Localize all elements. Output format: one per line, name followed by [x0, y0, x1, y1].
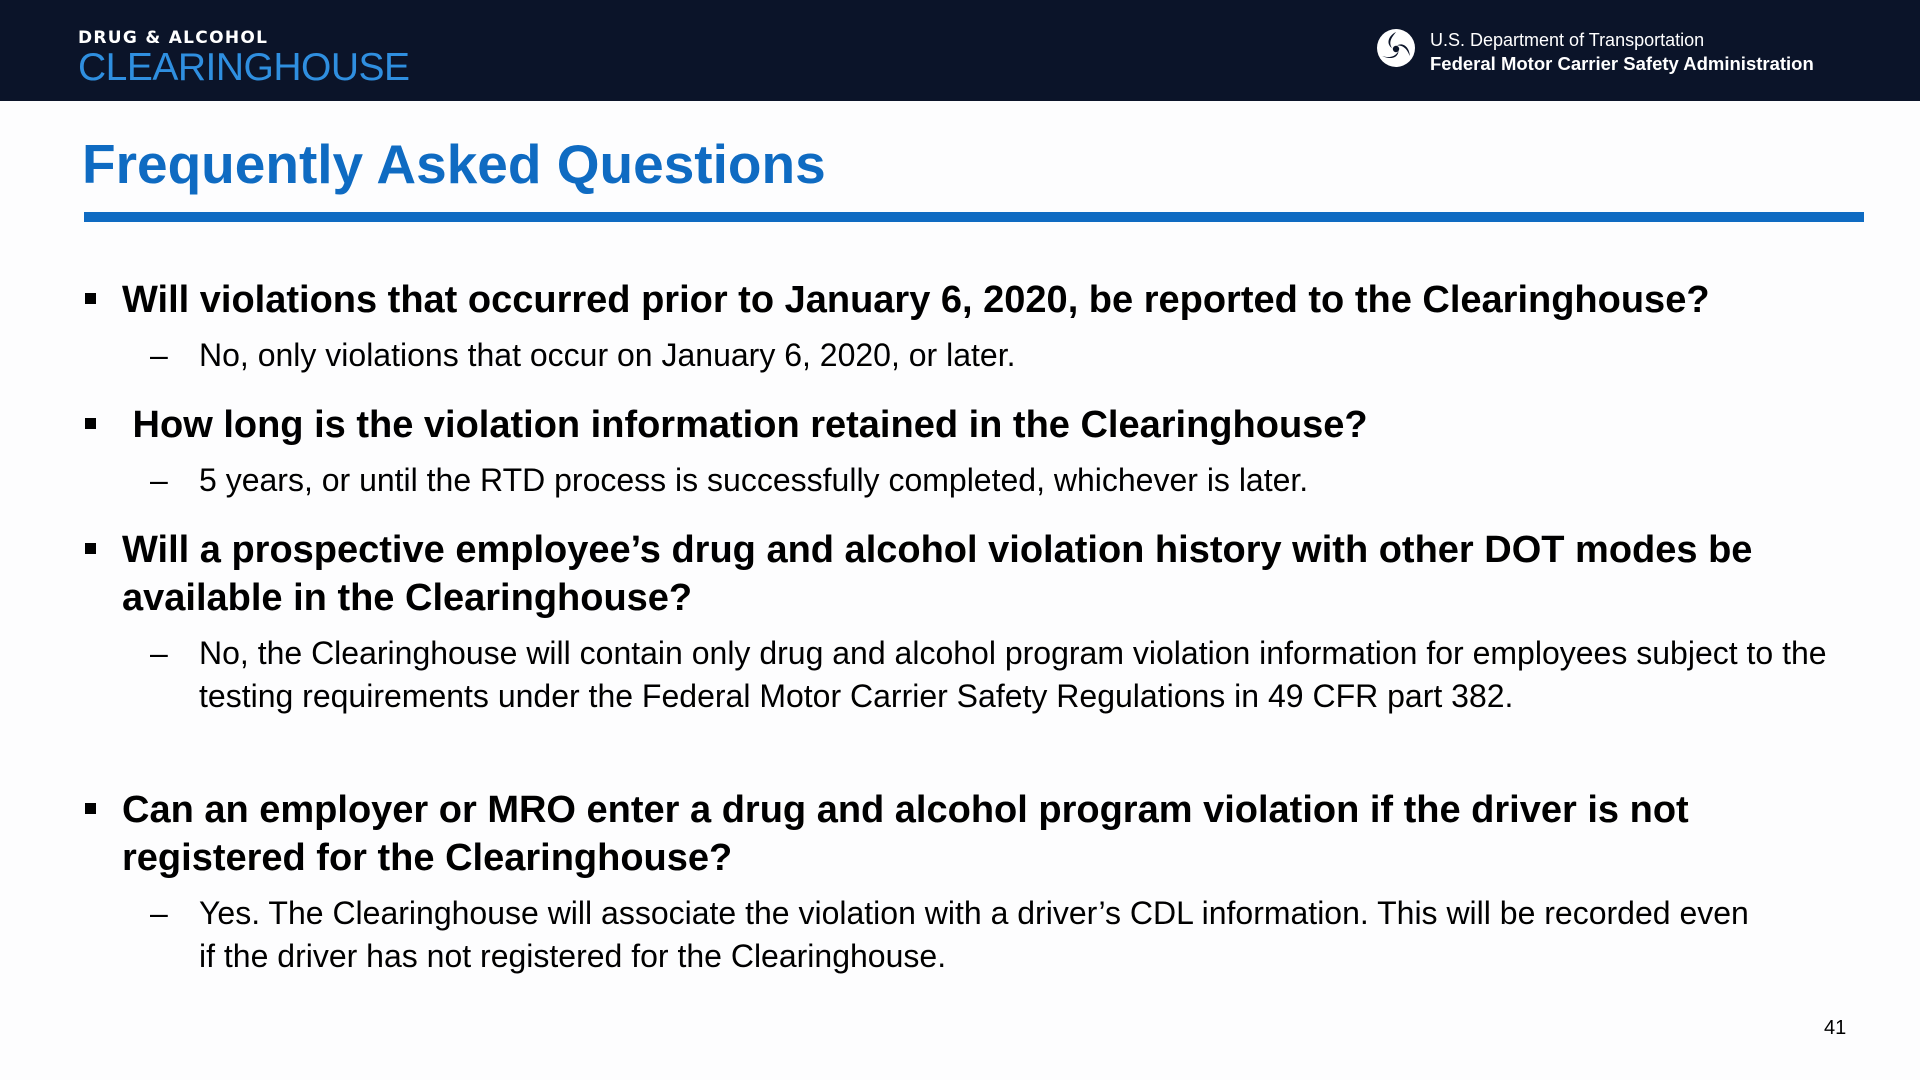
slide-number: 41 — [1824, 1017, 1847, 1039]
fmcsa-name: Federal Motor Carrier Safety Administration — [1430, 53, 1814, 74]
faq-question: Can an employer or MRO enter a drug and alcohol program violation if the driver is not registered for the Clearinghouse? — [122, 789, 1689, 879]
faq-question: Will violations that occurred prior to January 6, 2020, be reported to the Clearinghouse? — [122, 279, 1710, 321]
dash-icon: – — [150, 895, 168, 931]
bullet-icon — [85, 293, 96, 304]
usdot-name: U.S. Department of Transportation — [1430, 30, 1705, 50]
bullet-icon — [85, 543, 96, 554]
dash-icon: – — [150, 462, 168, 498]
bullet-icon — [85, 418, 96, 429]
brand-top-text: DRUG & ALCOHOL — [78, 28, 269, 48]
faq-question: Will a prospective employee’s drug and alcohol violation history with other DOT modes be available in the Clearinghouse? — [122, 529, 1753, 619]
bullet-icon — [85, 803, 96, 814]
dash-icon: – — [150, 635, 168, 671]
dash-icon: – — [150, 337, 168, 373]
faq-answer: No, the Clearinghouse will contain only drug and alcohol program violation information for employees subject to the testing requirements under the Federal Motor Carrier Safety Regulations in 49 CFR part 382. — [199, 635, 1827, 714]
faq-question: How long is the violation information retained in the Clearinghouse? — [122, 404, 1368, 446]
faq-answer: Yes. The Clearinghouse will associate the violation with a driver’s CDL information. This will be recorded even if the driver has not registered for the Clearinghouse. — [199, 895, 1749, 974]
faq-answer: No, only violations that occur on January 6, 2020, or later. — [199, 337, 1016, 373]
page-title: Frequently Asked Questions — [82, 133, 826, 195]
faq-answer: 5 years, or until the RTD process is successfully completed, whichever is later. — [199, 462, 1309, 498]
brand-main-text: CLEARINGHOUSE — [78, 46, 410, 89]
